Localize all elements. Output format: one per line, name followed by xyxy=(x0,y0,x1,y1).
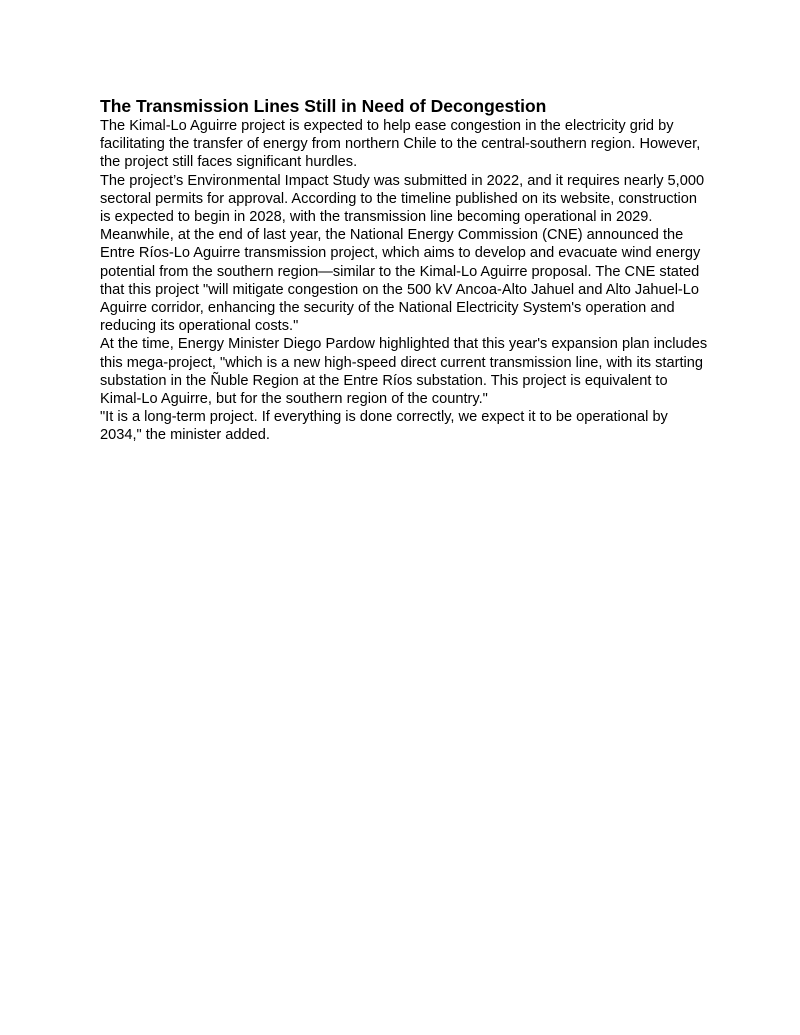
paragraph-minister-quote: "It is a long-term project. If everything is done correctly, we expect it to be operational by 2034," the minister added. xyxy=(100,409,668,444)
paragraph-kimal-congestion: The Kimal-Lo Aguirre project is expected to help ease congestion in the electricity grid by facilitating the transfer of energy from northern Chile to the central-southern region. However, the project still faces significant hurdles. xyxy=(100,118,701,171)
paragraph-minister-statement: At the time, Energy Minister Diego Pardow highlighted that this year's expansion plan includes this mega-project, "which is a new high-speed direct current transmission line, with its starting substation in the Ñuble Region at the Entre Ríos substation. This project is equivalent to Kimal-Lo Aguirre, but for the southern region of the country." xyxy=(100,336,708,408)
document-title: The Transmission Lines Still in Need of Decongestion xyxy=(100,96,547,116)
document-page xyxy=(100,95,710,445)
paragraph-cne-announcement: Meanwhile, at the end of last year, the National Energy Commission (CNE) announced the Entre Ríos-Lo Aguirre transmission project, which aims to develop and evacuate wind energy potential from the southern region—similar to the Kimal-Lo Aguirre proposal. The CNE stated that this project "will mitigate congestion on the 500 kV Ancoa-Alto Jahuel and Alto Jahuel-Lo Aguirre corridor, enhancing the security of the National Electricity System's operation and reducing its operational costs." xyxy=(100,227,701,335)
paragraph-environmental-study: The project’s Environmental Impact Study was submitted in 2022, and it requires nearly 5,000 sectoral permits for approval. According to the timeline published on its website, construction is expected to begin in 2028, with the transmission line becoming operational in 2029. xyxy=(100,172,705,226)
